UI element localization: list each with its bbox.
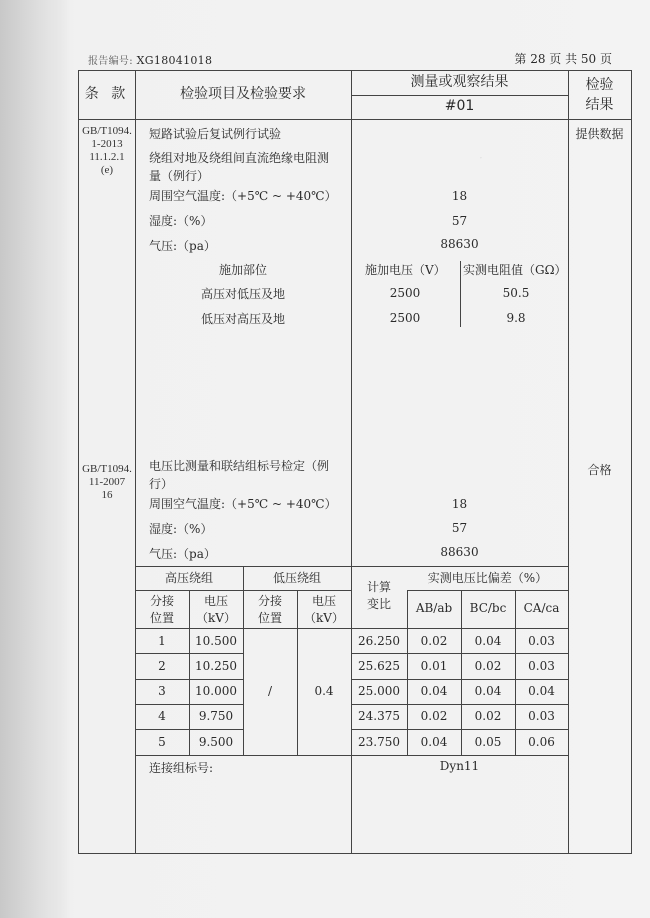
row-dev-ab: 0.04 <box>420 684 448 698</box>
section1-col-resistance: 实测电阻值（GΩ） <box>463 263 567 277</box>
section1-row1-resistance: 50.5 <box>502 286 530 300</box>
section2-humidity-value: 57 <box>451 521 468 535</box>
header-sub-divider <box>351 95 568 96</box>
report-number-label: 报告编号: <box>88 56 133 67</box>
section1-col-voltage: 施加电压（V） <box>365 263 446 277</box>
row-ratio: 23.750 <box>358 735 400 749</box>
section1-clause: GB/T1094. 1-2013 11.1.2.1 (e) <box>82 125 132 176</box>
row-dev-bc: 0.05 <box>474 735 502 749</box>
row-dev-ca: 0.03 <box>528 709 555 723</box>
ratio-row-line <box>351 679 568 680</box>
lv-tap-header: 分接 位置 <box>257 594 282 625</box>
row-dev-ab: 0.04 <box>420 735 448 749</box>
row-dev-ab: 0.02 <box>420 709 448 723</box>
section1-temp-label: 周围空气温度:（+5℃ ~ +40℃） <box>149 189 337 203</box>
hv-winding-header: 高压绕组 <box>164 571 213 585</box>
row-tap: 3 <box>158 684 166 698</box>
section1-row1-location: 高压对低压及地 <box>200 287 285 301</box>
dev-col-ca: CA/ca <box>523 601 560 615</box>
header-measure: 测量或观察结果 <box>410 74 509 90</box>
ratio-table-top <box>135 566 568 567</box>
row-tap: 1 <box>158 634 166 648</box>
section1-temp-value: 18 <box>451 189 468 203</box>
inspection-table <box>78 70 632 854</box>
section1-subtitle: 绕组对地及绕组间直流绝缘电阻测 量（例行） <box>149 151 330 183</box>
ratio-header-bottom <box>135 628 568 629</box>
vector-group-value: Dyn11 <box>439 759 480 773</box>
row-hv-voltage: 9.500 <box>198 735 234 749</box>
row-hv-voltage: 10.250 <box>195 659 237 673</box>
hv-voltage-header: 电压 （kV） <box>196 594 236 625</box>
report-number <box>88 52 212 67</box>
col-divider-result <box>568 71 569 853</box>
section1-row2-location: 低压对高压及地 <box>200 312 285 326</box>
section1-row2-voltage: 2500 <box>389 311 421 325</box>
section1-row1-voltage: 2500 <box>389 286 421 300</box>
header-clause: 条 款 <box>84 86 130 102</box>
lv-voltage-value: 0.4 <box>314 684 334 698</box>
row-ratio: 26.250 <box>358 634 400 648</box>
row-ratio: 24.375 <box>358 709 400 723</box>
section2-humidity-label: 湿度:（%） <box>149 522 213 536</box>
report-number-value: XG18041018 <box>136 54 213 67</box>
lv-tap-value: / <box>267 684 273 698</box>
row-dev-bc: 0.02 <box>474 709 502 723</box>
row-dev-ca: 0.03 <box>528 634 555 648</box>
row-hv-voltage: 10.500 <box>195 634 237 648</box>
section1-pressure-value: 88630 <box>440 237 479 251</box>
row-dev-ab: 0.01 <box>420 659 448 673</box>
row-dev-ca: 0.04 <box>528 684 555 698</box>
row-dev-bc: 0.04 <box>474 684 502 698</box>
section2-pressure-label: 气压:（pa） <box>149 547 216 561</box>
section2-title: 电压比测量和联结组标号检定（例 行） <box>149 459 330 491</box>
section1-result: 提供数据 <box>575 127 624 141</box>
dev-col-ab: AB/ab <box>415 601 453 615</box>
section2-temp-label: 周围空气温度:（+5℃ ~ +40℃） <box>149 497 337 511</box>
lv-voltage-header: 电压 （kV） <box>304 594 344 625</box>
row-dev-bc: 0.02 <box>474 659 502 673</box>
row-tap: 5 <box>158 735 166 749</box>
section1-row2-resistance: 9.8 <box>506 311 526 325</box>
section1-pressure-label: 气压:（pa） <box>149 239 216 253</box>
ratio-deviation-divider <box>407 590 568 591</box>
section1-humidity-value: 57 <box>451 214 468 228</box>
deviation-header: 实测电压比偏差（%） <box>427 571 548 585</box>
header-sample: #01 <box>444 98 475 114</box>
row-ratio: 25.000 <box>358 684 400 698</box>
vector-group-label: 连接组标号: <box>149 761 214 775</box>
page-info: 第 28 页 共 50 页 <box>514 52 612 66</box>
section2-clause: GB/T1094. 11-2007 16 <box>82 463 132 501</box>
ratio-header: 计算 变比 <box>366 580 391 611</box>
row-dev-bc: 0.04 <box>474 634 502 648</box>
lv-winding-header: 低压绕组 <box>272 571 321 585</box>
header-result: 检验 结果 <box>585 77 614 113</box>
section2-pressure-value: 88630 <box>440 545 479 559</box>
ratio-table-bottom <box>135 755 568 756</box>
header-item: 检验项目及检验要求 <box>180 86 306 102</box>
page-binding-shadow <box>0 0 70 918</box>
row-tap: 2 <box>158 659 166 673</box>
hv-tap-header: 分接 位置 <box>149 594 174 625</box>
row-ratio: 25.625 <box>358 659 400 673</box>
ratio-row-line <box>351 704 568 705</box>
row-dev-ab: 0.02 <box>420 634 448 648</box>
section1-inner-divider <box>460 261 461 327</box>
section2-temp-value: 18 <box>451 497 468 511</box>
ghost-text: · <box>479 151 483 165</box>
row-dev-ca: 0.03 <box>528 659 555 673</box>
dev-col-bc: BC/bc <box>469 601 507 615</box>
section2-result: 合格 <box>587 463 612 477</box>
section1-col-location: 施加部位 <box>218 263 267 277</box>
row-tap: 4 <box>158 709 166 723</box>
row-hv-voltage: 10.000 <box>195 684 237 698</box>
header-bottom-line <box>79 119 631 120</box>
section1-title: 短路试验后复试例行试验 <box>149 127 282 141</box>
row-dev-ca: 0.06 <box>528 735 555 749</box>
section1-humidity-label: 湿度:（%） <box>149 214 213 228</box>
ratio-row-line <box>351 653 568 654</box>
row-hv-voltage: 9.750 <box>198 709 234 723</box>
ratio-row-line <box>351 729 568 730</box>
